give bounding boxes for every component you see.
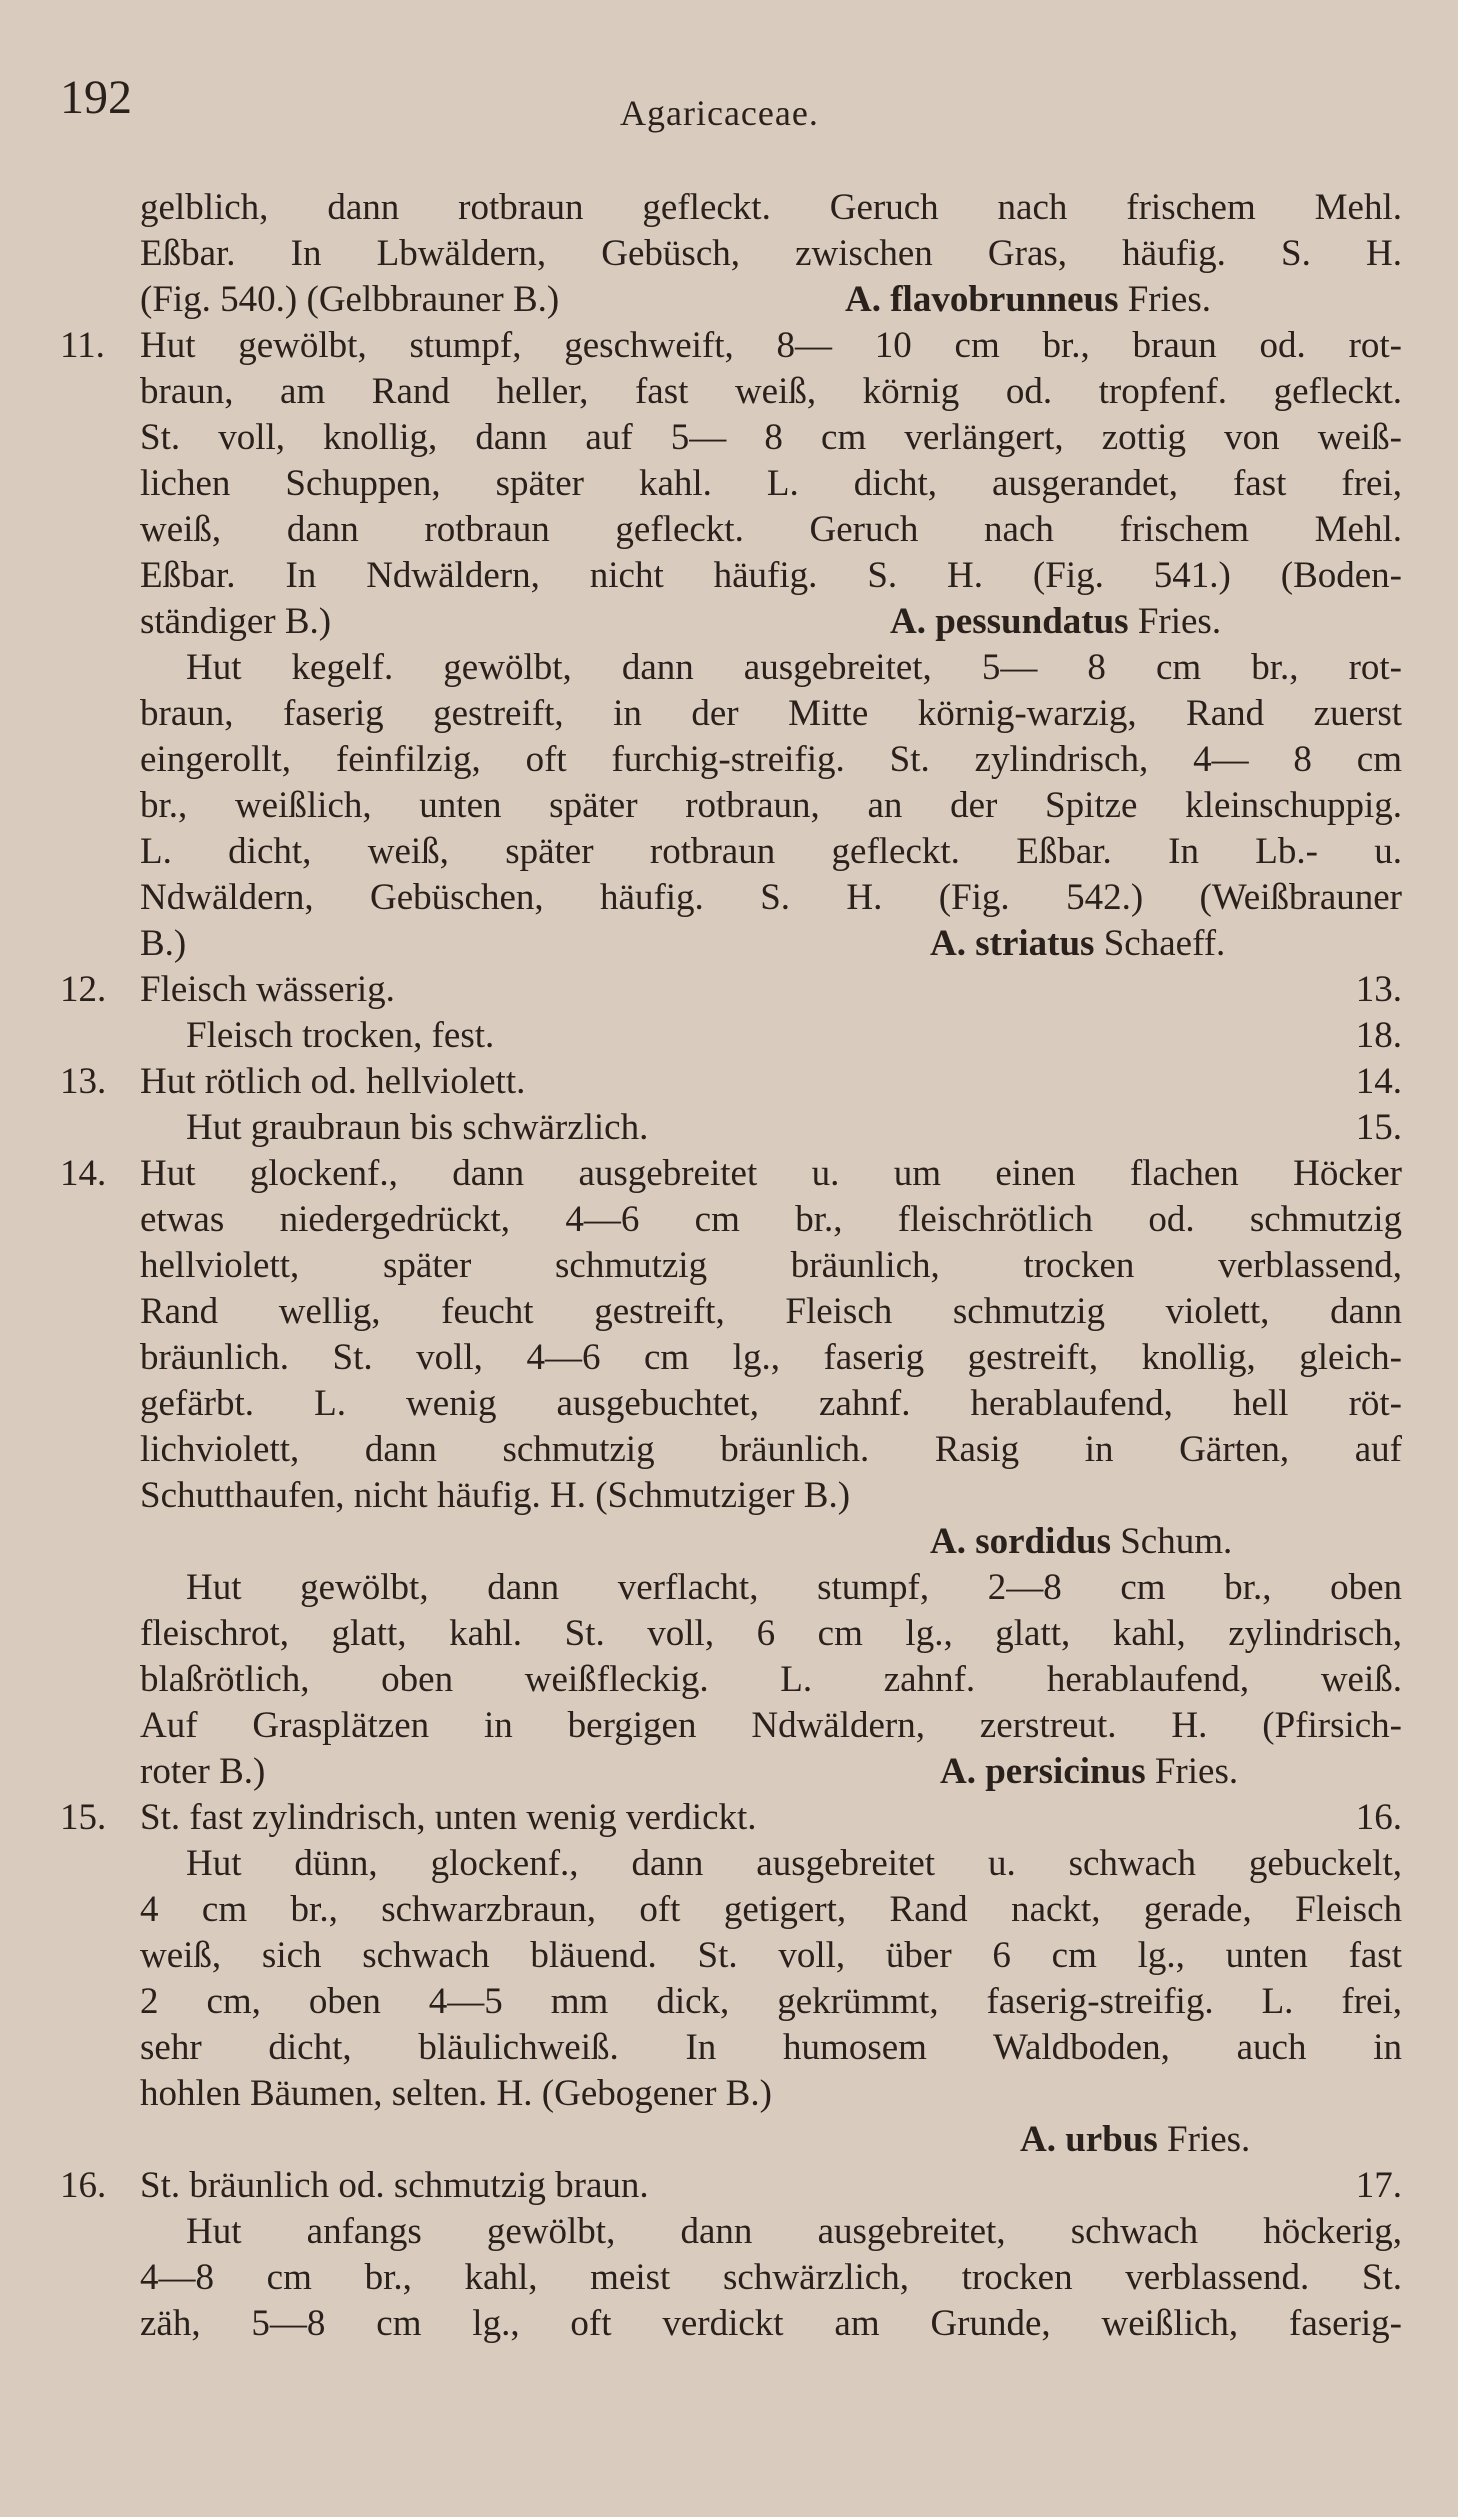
species-author: Fries.: [1154, 1751, 1239, 1792]
text-line: br., weißlich, unten später rotbraun, an der Spitze kleinschuppig.: [140, 785, 1402, 826]
text-line: etwas niedergedrückt, 4—6 cm br., fleischrötlich od. schmutzig: [140, 1199, 1402, 1240]
text-line: (Fig. 540.) (Gelbbrauner B.): [140, 279, 560, 320]
text-line: Hut graubraun bis schwärzlich.: [186, 1107, 649, 1148]
text-line: B.): [140, 923, 187, 964]
text-line: blaßrötlich, oben weißfleckig. L. zahnf. herablaufend, weiß.: [140, 1659, 1402, 1700]
species-epithet: persicinus: [985, 1751, 1146, 1792]
text-line: lichviolett, dann schmutzig bräunlich. Rasig in Gärten, auf: [140, 1429, 1402, 1470]
couplet-reference: 18.: [1355, 1015, 1402, 1056]
couplet-number: 16.: [60, 2165, 107, 2206]
text-line: lichen Schuppen, später kahl. L. dicht, ausgerandet, fast frei,: [140, 463, 1402, 504]
text-line: hellviolett, später schmutzig bräunlich, trocken verblassend,: [140, 1245, 1402, 1286]
couplet-number: 11.: [60, 325, 105, 366]
couplet-number: 15.: [60, 1797, 107, 1838]
couplet-number: 12.: [60, 969, 107, 1010]
text-line: weiß, dann rotbraun gefleckt. Geruch nach frischem Mehl.: [140, 509, 1402, 550]
couplet-number: 13.: [60, 1061, 107, 1102]
text-line: roter B.): [140, 1751, 266, 1792]
text-line: Schutthaufen, nicht häufig. H. (Schmutziger B.): [140, 1475, 851, 1516]
species-name: [890, 599, 1221, 645]
text-line: bräunlich. St. voll, 4—6 cm lg., faserig gestreift, knollig, gleich-: [140, 1337, 1402, 1378]
text-line: Fleisch trocken, fest.: [186, 1015, 495, 1056]
text-line: ständiger B.): [140, 601, 332, 642]
text-line: hohlen Bäumen, selten. H. (Gebogener B.): [140, 2073, 772, 2114]
text-line: Hut dünn, glockenf., dann ausgebreitet u. schwach gebuckelt,: [186, 1843, 1402, 1884]
page-number: 192: [60, 71, 132, 124]
text-line: zäh, 5—8 cm lg., oft verdickt am Grunde, weißlich, faserig-: [140, 2303, 1402, 2344]
species-genus: A.: [930, 1521, 966, 1562]
text-line: sehr dicht, bläulichweiß. In humosem Waldboden, auch in: [140, 2027, 1402, 2068]
text-line: Hut kegelf. gewölbt, dann ausgebreitet, 5— 8 cm br., rot-: [186, 647, 1402, 688]
text-line: St. bräunlich od. schmutzig braun.: [140, 2165, 649, 2206]
species-genus: A.: [845, 279, 881, 320]
species-epithet: urbus: [1065, 2119, 1158, 2160]
text-line: fleischrot, glatt, kahl. St. voll, 6 cm lg., glatt, kahl, zylindrisch,: [140, 1613, 1402, 1654]
couplet-number: 14.: [60, 1153, 107, 1194]
species-genus: A.: [930, 923, 966, 964]
species-name: [1020, 2117, 1250, 2163]
couplet-reference: 16.: [1355, 1797, 1402, 1838]
page-header: [0, 70, 1458, 133]
species-name: [930, 921, 1225, 967]
species-epithet: pessundatus: [935, 601, 1129, 642]
text-line: eingerollt, feinfilzig, oft furchig-streifig. St. zylindrisch, 4— 8 cm: [140, 739, 1402, 780]
text-line: Hut gewölbt, dann verflacht, stumpf, 2—8 cm br., oben: [186, 1567, 1402, 1608]
text-line: gelblich, dann rotbraun gefleckt. Geruch nach frischem Mehl.: [140, 187, 1402, 228]
text-line: Hut anfangs gewölbt, dann ausgebreitet, schwach höckerig,: [186, 2211, 1402, 2252]
text-line: Fleisch wässerig.: [140, 969, 395, 1010]
text-line: Rand wellig, feucht gestreift, Fleisch schmutzig violett, dann: [140, 1291, 1402, 1332]
species-author: Fries.: [1137, 601, 1222, 642]
species-name: [845, 277, 1211, 323]
species-epithet: flavobrunneus: [890, 279, 1119, 320]
text-line: Hut gewölbt, stumpf, geschweift, 8— 10 cm br., braun od. rot-: [140, 325, 1402, 366]
text-line: Ndwäldern, Gebüschen, häufig. S. H. (Fig. 542.) (Weißbrauner: [140, 877, 1402, 918]
species-genus: A.: [940, 1751, 976, 1792]
species-author: Schaeff.: [1103, 923, 1226, 964]
text-line: St. fast zylindrisch, unten wenig verdickt.: [140, 1797, 757, 1838]
text-line: Hut rötlich od. hellviolett.: [140, 1061, 526, 1102]
species-author: Schum.: [1120, 1521, 1233, 1562]
text-line: braun, am Rand heller, fast weiß, körnig od. tropfenf. gefleckt.: [140, 371, 1402, 412]
species-epithet: striatus: [975, 923, 1095, 964]
running-head: Agaricaceae.: [620, 93, 819, 133]
species-epithet: sordidus: [975, 1521, 1111, 1562]
text-line: weiß, sich schwach bläuend. St. voll, über 6 cm lg., unten fast: [140, 1935, 1402, 1976]
text-line: gefärbt. L. wenig ausgebuchtet, zahnf. herablaufend, hell röt-: [140, 1383, 1402, 1424]
text-line: Hut glockenf., dann ausgebreitet u. um einen flachen Höcker: [140, 1153, 1402, 1194]
species-name: [930, 1519, 1232, 1565]
couplet-reference: 17.: [1355, 2165, 1402, 2206]
species-genus: A.: [890, 601, 926, 642]
species-genus: A.: [1020, 2119, 1056, 2160]
text-line: 2 cm, oben 4—5 mm dick, gekrümmt, faserig-streifig. L. frei,: [140, 1981, 1402, 2022]
species-author: Fries.: [1127, 279, 1211, 320]
couplet-reference: 13.: [1355, 969, 1402, 1010]
text-line: 4—8 cm br., kahl, meist schwärzlich, trocken verblassend. St.: [140, 2257, 1402, 2298]
text-line: St. voll, knollig, dann auf 5— 8 cm verlängert, zottig von weiß-: [140, 417, 1402, 458]
species-name: [940, 1749, 1238, 1795]
text-line: L. dicht, weiß, später rotbraun gefleckt. Eßbar. In Lb.- u.: [140, 831, 1402, 872]
text-line: 4 cm br., schwarzbraun, oft getigert, Rand nackt, gerade, Fleisch: [140, 1889, 1402, 1930]
text-line: Auf Grasplätzen in bergigen Ndwäldern, zerstreut. H. (Pfirsich-: [140, 1705, 1402, 1746]
text-line: Eßbar. In Ndwäldern, nicht häufig. S. H. (Fig. 541.) (Boden-: [140, 555, 1402, 596]
couplet-reference: 15.: [1355, 1107, 1402, 1148]
text-line: Eßbar. In Lbwäldern, Gebüsch, zwischen Gras, häufig. S. H.: [140, 233, 1402, 274]
text-line: braun, faserig gestreift, in der Mitte körnig-warzig, Rand zuerst: [140, 693, 1402, 734]
couplet-reference: 14.: [1355, 1061, 1402, 1102]
species-author: Fries.: [1167, 2119, 1251, 2160]
